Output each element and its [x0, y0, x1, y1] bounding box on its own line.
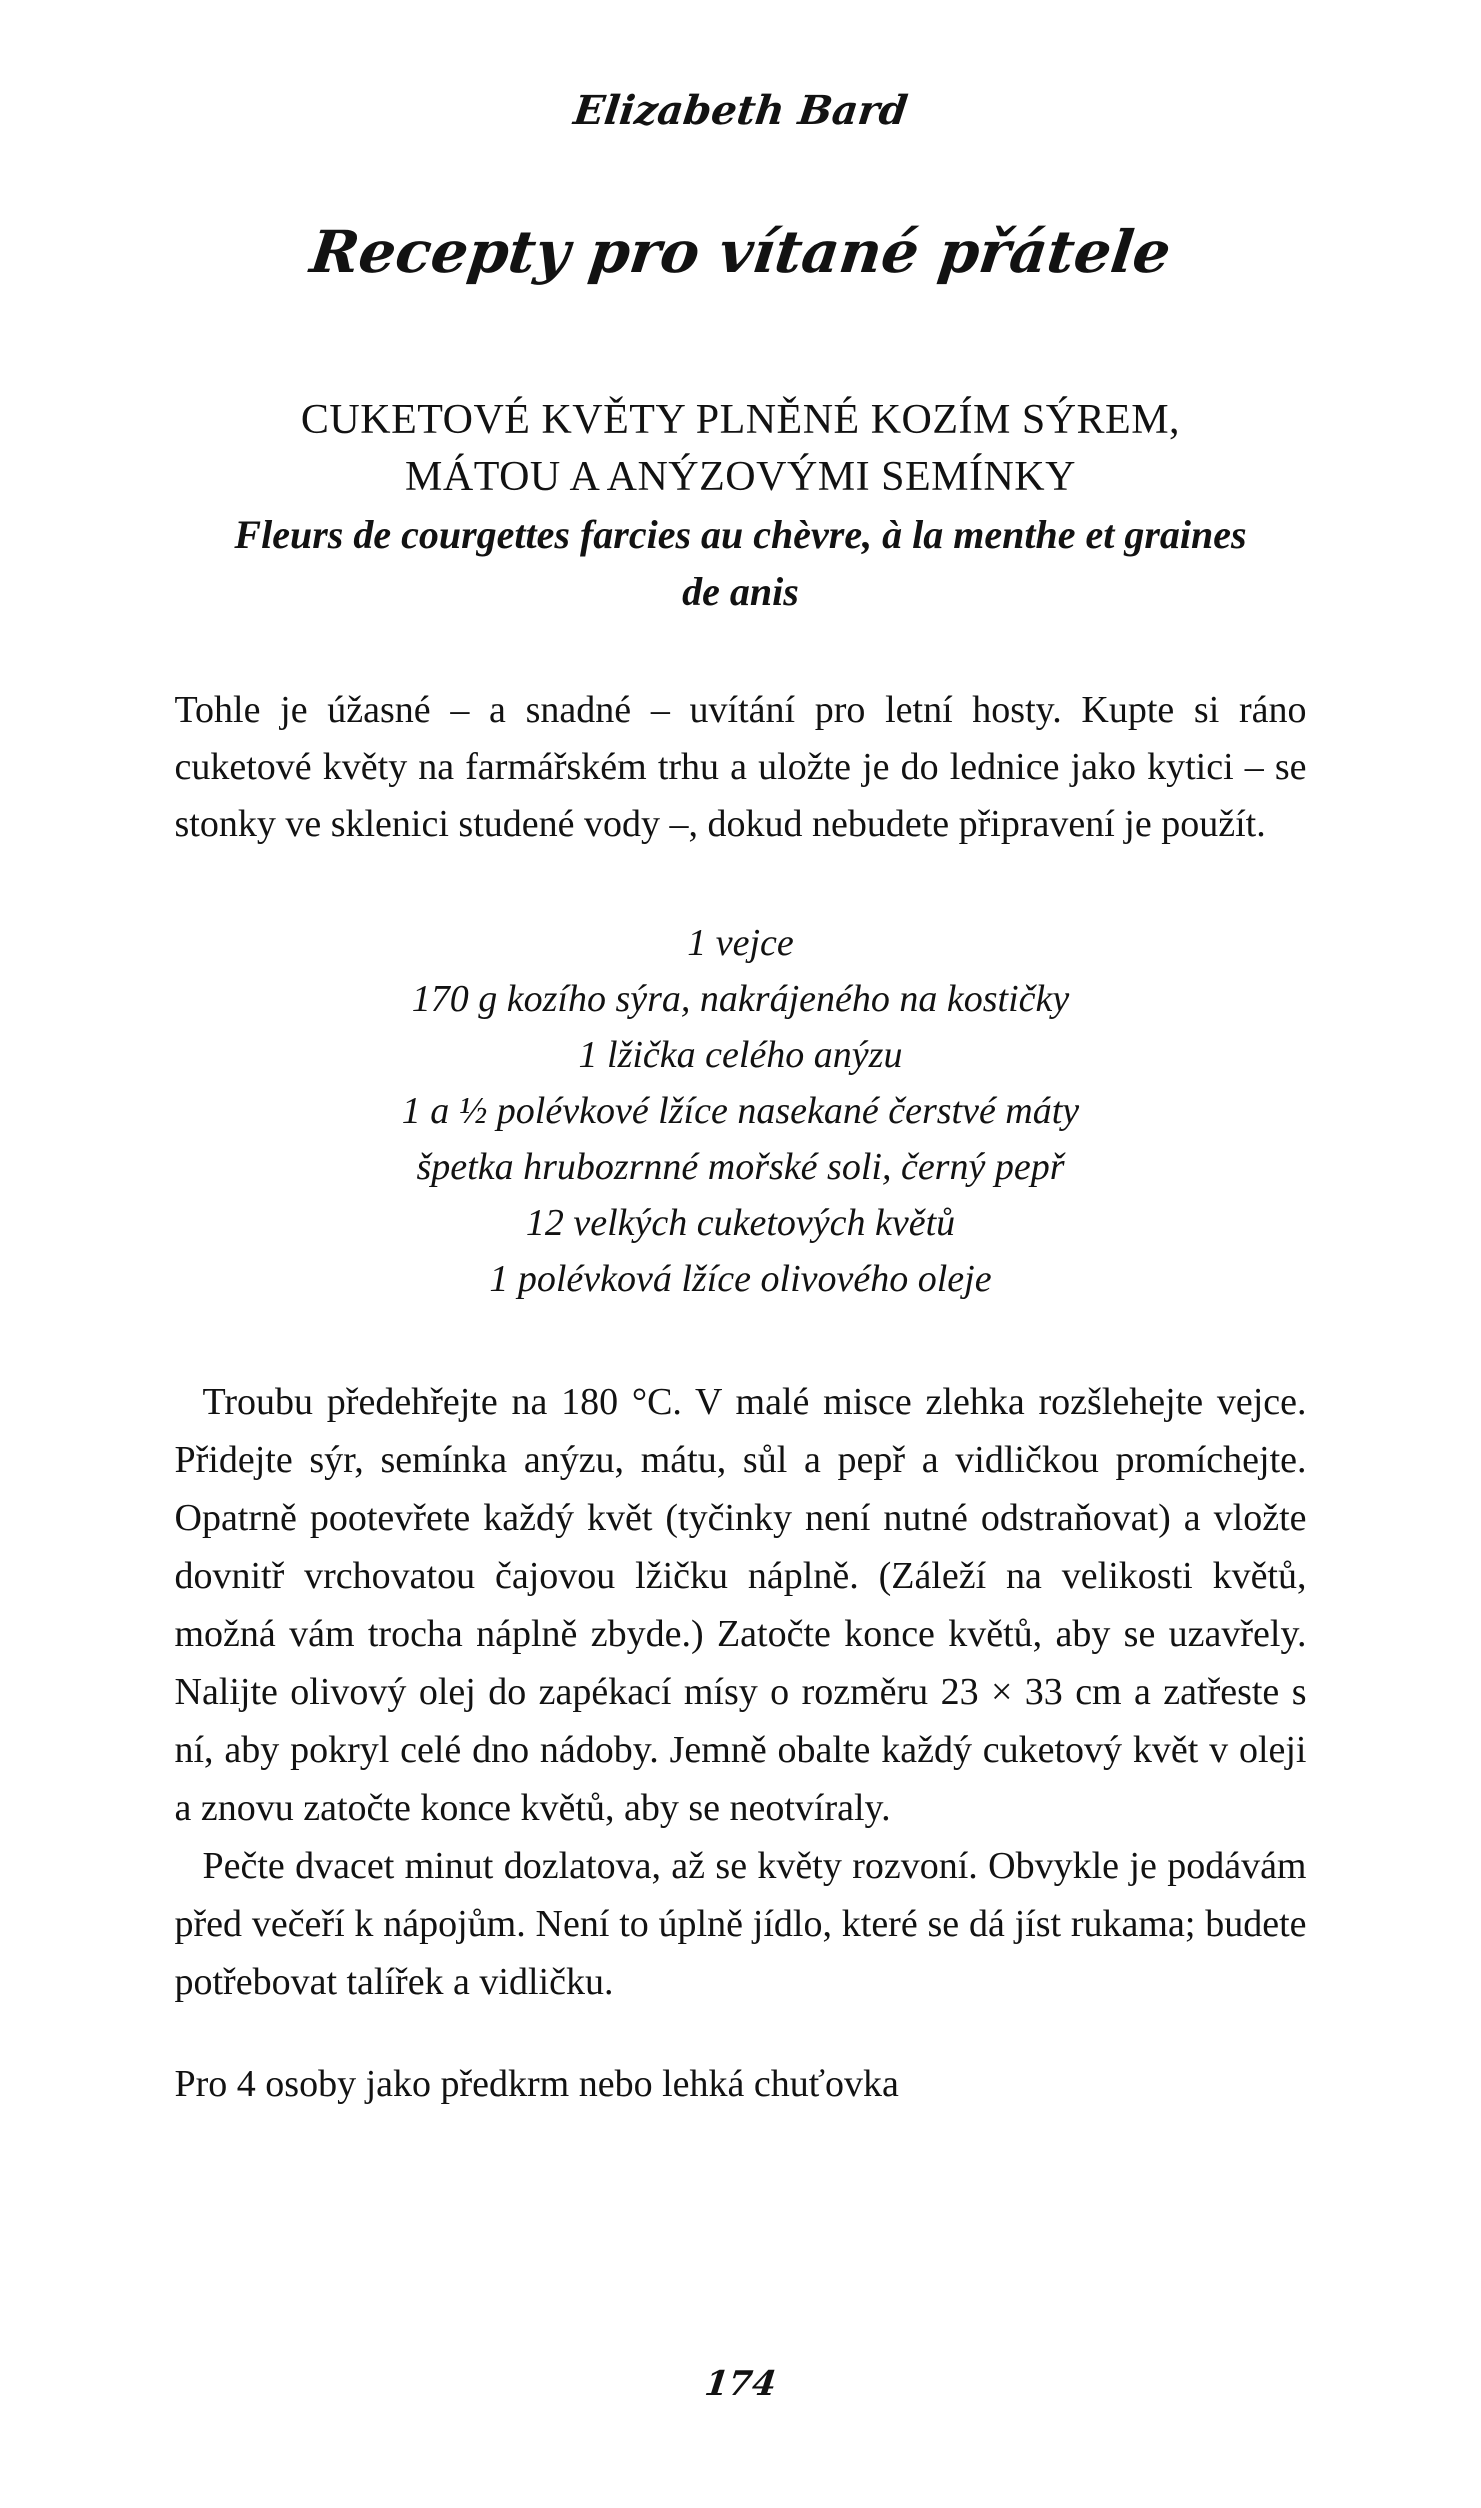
recipe-title-line-1: CUKETOVÉ KVĚTY PLNĚNÉ KOZÍM SÝREM,	[300, 397, 1181, 443]
recipe-title-line-2: MÁTOU A ANÝZOVÝMI SEMÍNKY	[405, 454, 1076, 500]
chapter-title-text: Recepty pro vítané přátele	[306, 218, 1175, 286]
ingredient-line: 1 lžička celého anýzu	[578, 1034, 903, 1076]
ingredient-line: 1 a ½ polévkové lžíce nasekané čerstvé máty	[401, 1090, 1080, 1132]
ingredient-line: 12 velkých cuketových květů	[525, 1202, 956, 1244]
author-name: Elizabeth Bard	[571, 87, 911, 134]
instruction-paragraph-2: Pečte dvacet minut dozlatova, až se květy rozvoní. Obvykle je podávám před večeří k nápojům. Není to úplně jídlo, které se dá jíst rukama; budete potřebovat talířek a vidličku.	[174, 1845, 1307, 2003]
instructions	[175, 1373, 1307, 2011]
page-number-text: 174	[702, 2364, 779, 2404]
intro-paragraph: Tohle je úžasné – a snadné – uvítání pro letní hosty. Kupte si ráno cuketové květy na farmářském trhu a uložte je do lednice jako kytici – se stonky ve sklenici studené vody –, dokud nebudete připravení je použít.	[174, 689, 1307, 845]
book-page	[0, 86, 1481, 2508]
ingredient-list	[175, 915, 1307, 1307]
chapter-title	[175, 216, 1307, 288]
ingredient-line: 1 vejce	[687, 922, 794, 964]
recipe-subtitle-line-2: de anis	[682, 569, 799, 614]
ingredient-line: špetka hrubozrnné mořské soli, černý pepř	[416, 1146, 1065, 1188]
ingredient-line: 170 g kozího sýra, nakrájeného na kostičky	[411, 978, 1070, 1020]
instruction-paragraph-1: Troubu předehřejte na 180 °C. V malé misce zlehka rozšlehejte vejce. Přidejte sýr, semínka anýzu, mátu, sůl a pepř a vidličkou promíchejte. Opatrně pootevřete každý květ (tyčinky není nutné odstraňovat) a vložte dovnitř vrchovatou čajovou lžičku náplně. (Záleží na velikosti květů, možná vám trocha náplně zbyde.) Zatočte konce květů, aby se uzavřely. Nalijte olivový olej do zapékací mísy o rozměru 23 × 33 cm a zatřeste s ní, aby pokryl celé dno nádoby. Jemně obalte každý cuketový květ v oleji a znovu zatočte konce květů, aby se neotvíraly.	[174, 1381, 1307, 1829]
recipe-subtitle-line-1: Fleurs de courgettes farcies au chèvre, à la menthe et graines	[234, 512, 1247, 557]
ingredient-line: 1 polévková lžíce olivového oleje	[489, 1258, 992, 1300]
text-column	[175, 86, 1307, 2113]
page-number	[0, 2364, 1481, 2404]
author-header	[175, 86, 1307, 136]
recipe-heading	[175, 392, 1307, 620]
serving-note: Pro 4 osoby jako předkrm nebo lehká chuťovka	[174, 2063, 899, 2105]
